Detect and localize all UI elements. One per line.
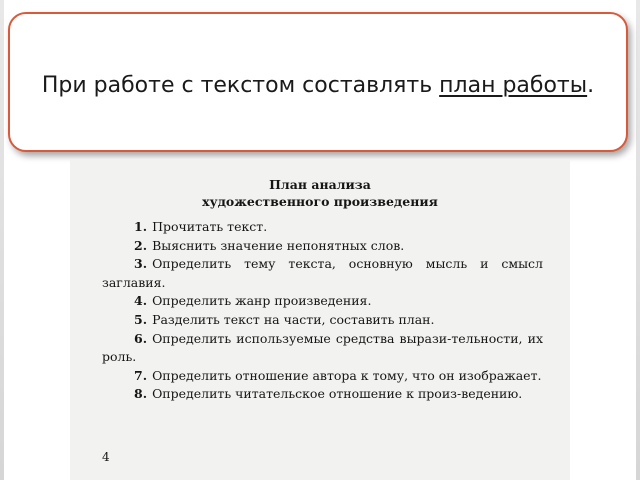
plan-step-number: 3. — [134, 256, 148, 272]
plan-step-8 — [102, 385, 543, 404]
plan-step-text: Выяснить значение непонятных слов. — [152, 237, 405, 253]
plan-step-number: 7. — [134, 367, 148, 383]
page-number: 4 — [102, 450, 110, 464]
plan-step-number: 2. — [134, 237, 148, 253]
plan-step-7 — [102, 367, 543, 386]
slide-left-edge — [0, 0, 4, 480]
plan-step-text: Определить тему текста, основную мысль и смысл заглавия. — [102, 256, 543, 290]
plan-step-number: 5. — [134, 311, 148, 327]
instruction-text-end: . — [587, 72, 595, 98]
slide-right-edge — [636, 0, 640, 480]
plan-step-text: Определить отношение автора к тому, что он изображает. — [152, 367, 542, 383]
plan-step-text: Определить читательское отношение к произ-ведению. — [152, 386, 523, 402]
textbook-page-scan — [70, 160, 570, 480]
plan-step-number: 1. — [134, 219, 148, 234]
plan-step-text: Определить используемые средства вырази-тельности, их роль. — [102, 330, 543, 365]
plan-step-number: 8. — [134, 386, 148, 402]
instruction-callout — [8, 12, 628, 152]
plan-step-3 — [102, 255, 543, 292]
plan-step-2 — [102, 237, 543, 256]
plan-step-number: 6. — [134, 330, 148, 346]
plan-steps-list — [102, 218, 543, 404]
instruction-text-start: При работе с текстом составлять — [41, 72, 440, 98]
plan-step-4 — [102, 292, 543, 311]
instruction-text — [18, 70, 618, 101]
plan-step-1 — [102, 218, 543, 237]
plan-step-number: 4. — [134, 293, 148, 309]
plan-step-text: Прочитать текст. — [152, 219, 268, 234]
plan-title-line-1: План анализа — [269, 177, 371, 192]
plan-step-6 — [102, 330, 543, 367]
work-plan-link[interactable]: план работы — [439, 72, 588, 98]
plan-step-text: Разделить текст на части, составить план. — [152, 311, 435, 327]
plan-title — [70, 176, 570, 210]
plan-step-5 — [102, 311, 543, 330]
plan-title-line-2: художественного произведения — [202, 194, 438, 209]
plan-step-text: Определить жанр произведения. — [152, 293, 372, 309]
